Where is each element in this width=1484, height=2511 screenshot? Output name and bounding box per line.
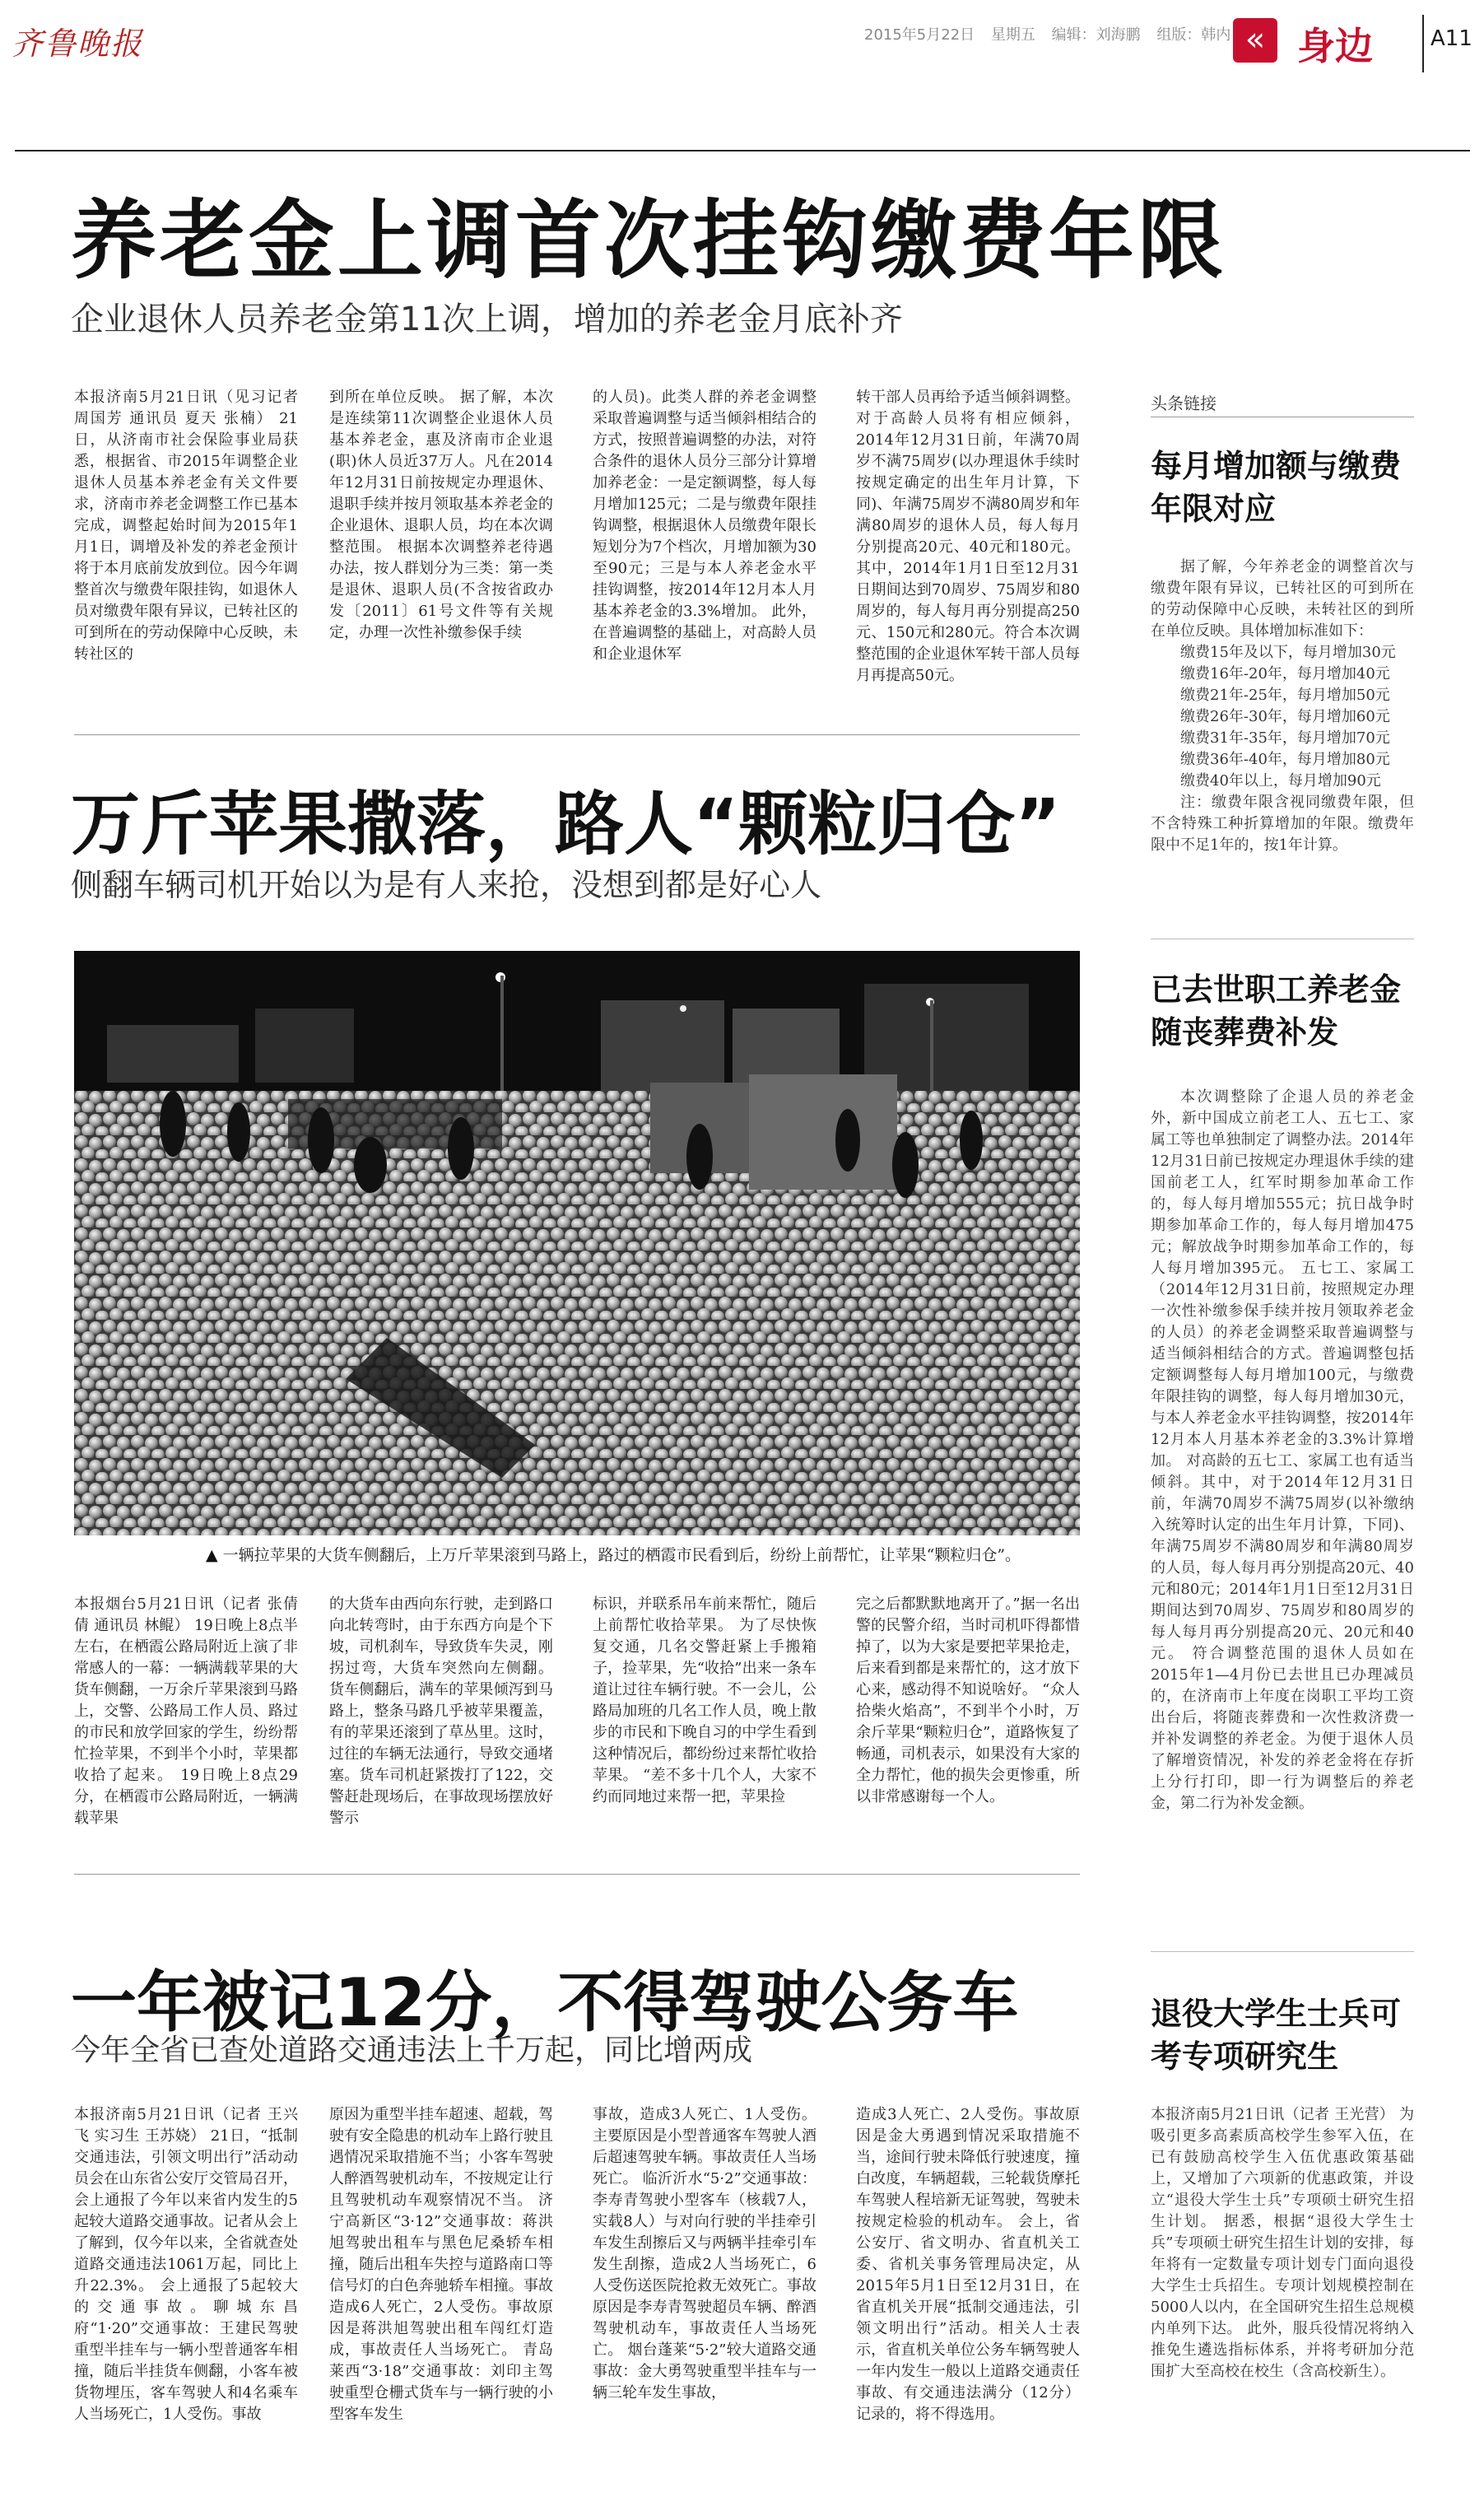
story1-text-2: 到所在单位反映。 据了解，本次是连续第11次调整企业退休人员基本养老金，惠及济南市企业退(职)休人员近37万人。凡在2014年12月31日前按规定办理退休、退职手续并按月领取基本养老金的企业退休、退职人员，均在本次调整范围。 根据本次调整养老待遇办法，按人群划分为三类：第一类是退休、退职人员(不含按省政办发〔2011〕61号文件等有关规定，办理一次性补缴参保手续 [329, 389, 553, 641]
story2-column-2 [329, 1594, 553, 1836]
story2-column-3 [593, 1594, 816, 1836]
sidebar-box1-list [1151, 642, 1414, 792]
sidebar-box2-text: 本次调整除了企退人员的养老金外，新中国成立前老工人、五七工、家属工等也单独制定了调整办法。2014年12月31日前已按规定办理退休手续的建国前老工人，红军时期参加革命工作的，每人每月增加555元；抗日战争时期参加革命工作的，每人每月增加475元；解放战争时期参加革命工作的，每人每月增加395元。 五七工、家属工（2014年12月31日前，按照规定办理一次性补缴参保手续并按月领取养老金的人员）的养老金调整采取普遍调整与适当倾斜相结合的方式。普遍调整包括定额调整每人每月增加100元，与缴费年限挂钩的调整，每人每月增加30元，与本人养老金水平挂钩调整，按2014年12月本人月基本养老金的3.3%计算增加。 对高龄的五七工、家属工也有适当倾斜。其中，对于2014年12月31日前，年满70周岁不满75周岁(以补缴纳入统筹时认定的出生年月计算，下同)、年满75周岁不满80周岁和年满80周岁的人员，每人每月再分别提高20元、40元和80元；2014年1月1日至12月31日期间达到70周岁、75周岁和80周岁的每人每月再分别提高20元、20元和40元。 符合调整范围的退休人员如在2015年1—4月份已去世且已办理减员的，在济南市上年度在岗职工平均工资出台后，将随丧葬费和一次性救济费一并补发调整的养老金。为便于退休人员了解增资情况，补发的养老金将在存折上分行打印，即一行为调整后的养老金，第二行为补发金额。 [1151, 1088, 1414, 1812]
page-number: A11 [1431, 26, 1472, 51]
story1-column-4 [856, 387, 1080, 708]
masthead-divider [1422, 15, 1424, 72]
story3-headline: 一年被记12分，不得驾驶公务车 [71, 1964, 1019, 2041]
caption-text: 一辆拉苹果的大货车侧翻后，上万斤苹果滚到马路上，路过的栖霞市民看到后，纷纷上前帮忙，让苹果“颗粒归仓”。 [222, 1546, 1021, 1564]
sidebar-box2-title: 已去世职工养老金随丧葬费补发 [1151, 971, 1402, 1051]
section-arrow-icon: « [1233, 18, 1277, 63]
story2-text-1: 本报烟台5月21日讯（记者 张倩倩 通讯员 林鲲） 19日晚上8点半左右，在栖霞公路局附近上演了非常感人的一幕：一辆满载苹果的大货车侧翻，一万余斤苹果滚到马路上，交警、公路局工作人员、路过的市民和放学回家的学生，纷纷帮忙捡苹果，不到半个小时，苹果都收拾了起来。 19日晚上8点29分，在栖霞市公路局附近，一辆满载苹果 [74, 1596, 298, 1827]
top-rule [15, 150, 1470, 151]
story3-text-4: 造成3人死亡、2人受伤。事故原因是金大勇遇到情况采取措施不当，途间行驶未降低行驶速度，撞白改度，车辆超载，三轮载货摩托车驾驶人程培新无证驾驶，驾驶未按规定检验的机动车。 会上，省公安厅、省文明办、省直机关工委、省机关事务管理局决定，从2015年5月1日至12月31日，在省直机关开展“抵制交通违法，引领文明出行”活动。相关人士表示，省直机关单位公务车辆驾驶人一年内发生一般以上道路交通责任事故、有交通违法满分（12分）记录的，将不得选用。 [856, 2106, 1080, 2423]
story3-column-1 [74, 2104, 298, 2503]
apple-scene-illustration [74, 951, 1080, 1535]
story1-text-3: 的人员)。此类人群的养老金调整采取普遍调整与适当倾斜相结合的方式，按照普遍调整的办法，对符合条件的退休人员分三部分计算增加养老金：一是定额调整，每人每月增加125元；二是与缴费年限挂钩调整，根据退休人员缴费年限长短划分为7个档次，月增加额为30至90元；三是与本人养老金水平挂钩调整，按2014年12月本人月基本养老金的3.3%增加。 此外，在普遍调整的基础上，对高龄人员和企业退休军 [593, 389, 816, 663]
story3-subhead: 今年全省已查处道路交通违法上千万起，同比增两成 [71, 2033, 753, 2067]
sidebar-box3-body [1151, 2104, 1414, 2499]
list-item: 缴费16年-20年，每月增加40元 [1180, 665, 1390, 682]
issue-date: 2015年5月22日 [864, 26, 975, 44]
sidebar-box1-title: 每月增加额与缴费年限对应 [1151, 448, 1402, 527]
list-item: 缴费21年-25年，每月增加50元 [1180, 687, 1390, 704]
paper-logo: 齐鲁晚报 [12, 26, 144, 62]
story2-text-3: 标识，并联系吊车前来帮忙，随后上前帮忙收拾苹果。 为了尽快恢复交通，几名交警赶紧上手搬箱子，捡苹果，先“收拾”出来一条车道让过往车辆行驶。不一会儿，公路局加班的几名工作人员，晚上散步的市民和下晚自习的中学生看到这种情况后，都纷纷过来帮忙收拾苹果。 “差不多十几个人，大家不约而同地过来帮一把，苹果捡 [593, 1596, 816, 1805]
story1-subhead: 企业退休人员养老金第11次上调，增加的养老金月底补齐 [71, 300, 903, 338]
sidebar-divider-2 [1151, 1951, 1414, 1952]
sidebar-box1-note: 注：缴费年限含视同缴费年限，但不含特殊工种折算增加的年限。缴费年限中不足1年的，按1年计算。 [1151, 794, 1414, 854]
section-banner [1233, 16, 1422, 68]
issue-layout: 组版：韩内 [1156, 26, 1231, 44]
story1-text-1: 本报济南5月21日讯（见习记者 周国芳 通讯员 夏天 张楠） 21日，从济南市社会保险事业局获悉，根据省、市2015年调整企业退休人员基本养老金有关文件要求，济南市养老金调整工作已基本完成，调整起始时间为2015年1月1日，调增及补发的养老金预计将于本月底前发放到位。因今年调整首次与缴费年限挂钩，如退休人员对缴费年限有异议，已转社区的可到所在的劳动保障中心反映，未转社区的 [74, 389, 298, 663]
story2-bottom-rule [74, 1874, 1080, 1875]
story3-column-4 [856, 2104, 1080, 2503]
story2-subhead: 侧翻车辆司机开始以为是有人来抢，没想到都是好心人 [71, 867, 822, 903]
story1-text-4: 转干部人员再给予适当倾斜调整。对于高龄人员将有相应倾斜，2014年12月31日前，年满70周岁不满75周岁(以办理退休手续时按规定确定的出生年月计算，下同)、年满75周岁不满80周岁和年满80周岁的退休人员，每人每月分别提高20元、40元和180元。其中，2014年1月1日至12月31日期间达到70周岁、75周岁和80周岁的，每人每月再分别提高250元、150元和280元。符合本次调整范围的企业退休军转干部人员每月再提高50元。 [856, 389, 1080, 684]
list-item: 缴费40年以上，每月增加90元 [1180, 772, 1381, 790]
photo-caption [206, 1543, 1021, 1565]
caption-triangle-icon: ▲ [206, 1546, 218, 1564]
section-name: 身边 [1297, 24, 1373, 68]
sidebar-box1-body [1151, 557, 1414, 917]
issue-editor: 编辑：刘海鹏 [1051, 26, 1141, 44]
story1-column-3 [593, 387, 816, 708]
list-item: 缴费36年-40年，每月增加80元 [1180, 751, 1390, 768]
list-item: 缴费15年及以下，每月增加30元 [1180, 644, 1396, 661]
story3-column-3 [593, 2104, 816, 2503]
sidebar-box2-body [1151, 1087, 1414, 1992]
story2-column-1 [74, 1594, 298, 1836]
story2-text-2: 的大货车由西向东行驶，走到路口向北转弯时，由于东西方向是个下坡，司机刹车，导致货车失灵，刚拐过弯，大货车突然向左侧翻。 货车侧翻后，满车的苹果倾泻到马路上，整条马路几乎被苹果覆盖，有的苹果还滚到了草丛里。这时，过往的车辆无法通行，导致交通堵塞。货车司机赶紧拨打了122，交警赶赴现场后，在事故现场摆放好警示 [329, 1596, 553, 1827]
story3-text-3: 事故，造成3人死亡、1人受伤。主要原因是小型普通客车驾驶人酒后超速驾驶车辆。事故责任人当场死亡。 临沂沂水“5·2”交通事故：李寿青驾驶小型客车（核载7人，实载8人）与对向行驶的半挂牵引车发生刮擦后又与两辆半挂牵引车发生刮擦，造成2人当场死亡，6人受伤送医院抢救无效死亡。事故原因是李寿青驾驶超员车辆、醉酒驾驶机动车，事故责任人当场死亡。 烟台蓬莱“5·2”较大道路交通事故：金大勇驾驶重型半挂车与一辆三轮车发生事故， [593, 2106, 816, 2402]
sidebar-box3-text: 本报济南5月21日讯（记者 王光营） 为吸引更多高素质高校学生参军入伍，在已有鼓励高校学生入伍优惠政策基础上，又增加了六项新的优惠政策，并设立“退役大学生士兵”专项硕士研究生招生计划。 据悉，根据“退役大学生士兵”专项硕士研究生招生计划的安排，每年将有一定数量专项计划专门面向退役大学生士兵招生。专项计划规模控制在5000人以内，在全国研究生招生总规模内单列下达。 此外，服兵役情况将纳入推免生遴选指标体系，并将考研加分范围扩大至高校在校生（含高校新生）。 [1151, 2106, 1414, 2380]
story1-bottom-rule [74, 734, 1080, 735]
story3-text-2: 原因为重型半挂车超速、超载，驾驶有安全隐患的机动车上路行驶且遇情况采取措施不当；小客车驾驶人醉酒驾驶机动车，不按规定让行且驾驶机动车观察情况不当。 济宁高新区“3·12”交通事故：蒋洪旭驾驶出租车与黑色尼桑轿车相撞，随后出租车失控与道路南口等信号灯的白色奔驰轿车相撞。事故造成6人死亡，2人受伤。事故原因是蒋洪旭驾驶出租车闯红灯造成，事故责任人当场死亡。 青岛莱西“3·18”交通事故：刘印主驾驶重型仓栅式货车与一辆行驶的小型客车发生 [329, 2106, 553, 2423]
story2-headline: 万斤苹果撒落，路人“颗粒归仓” [71, 784, 1061, 864]
issue-weekday: 星期五 [990, 26, 1035, 44]
story2-text-4: 完之后都默默地离开了。”据一名出警的民警介绍，当时司机吓得都惜掉了，以为大家是要把苹果抢走，后来看到都是来帮忙的，这才放下心来，感动得不知说啥好。 “众人拾柴火焰高”，不到半个小时，万余斤苹果“颗粒归仓”，道路恢复了畅通，司机表示，如果没有大家的全力帮忙，他的损失会更惨重，所以非常感谢每一个人。 [856, 1596, 1080, 1805]
story3-column-2 [329, 2104, 553, 2503]
apple-scene-photo [74, 951, 1080, 1535]
list-item: 缴费31年-35年，每月增加70元 [1180, 729, 1390, 747]
story1-column-2 [329, 387, 553, 708]
story3-text-1: 本报济南5月21日讯（记者 王兴飞 实习生 王苏娆） 21日，“抵制交通违法，引领文明出行”活动动员会在山东省公安厅交管局召开，会上通报了今年以来省内发生的5起较大道路交通事故。记者从会上了解到，仅今年以来，全省就查处道路交通违法1061万起，同比上升22.3%。 会上通报了5起较大的交通事故。聊城东昌府“1·20”交通事故：王建民驾驶重型半挂车与一辆小型普通客车相撞，随后半挂货车侧翻，小客车被货物埋压，客车驾驶人和4名乘车人当场死亡，1人受伤。事故 [74, 2106, 298, 2423]
story1-column-1 [74, 387, 298, 708]
list-item: 缴费26年-30年，每月增加60元 [1180, 708, 1390, 725]
sidebar-box3-title: 退役大学生士兵可考专项研究生 [1151, 1996, 1402, 2075]
story2-column-4 [856, 1594, 1080, 1836]
issue-meta [864, 23, 1242, 44]
story1-headline: 养老金上调首次挂钩缴费年限 [71, 190, 1227, 291]
sidebar-tag: 头条链接 [1151, 394, 1217, 413]
sidebar-box1-intro: 据了解，今年养老金的调整首次与缴费年限有异议，已转社区的可到所在的劳动保障中心反映，未转社区的到所在单位反映。具体增加标准如下： [1151, 558, 1414, 640]
